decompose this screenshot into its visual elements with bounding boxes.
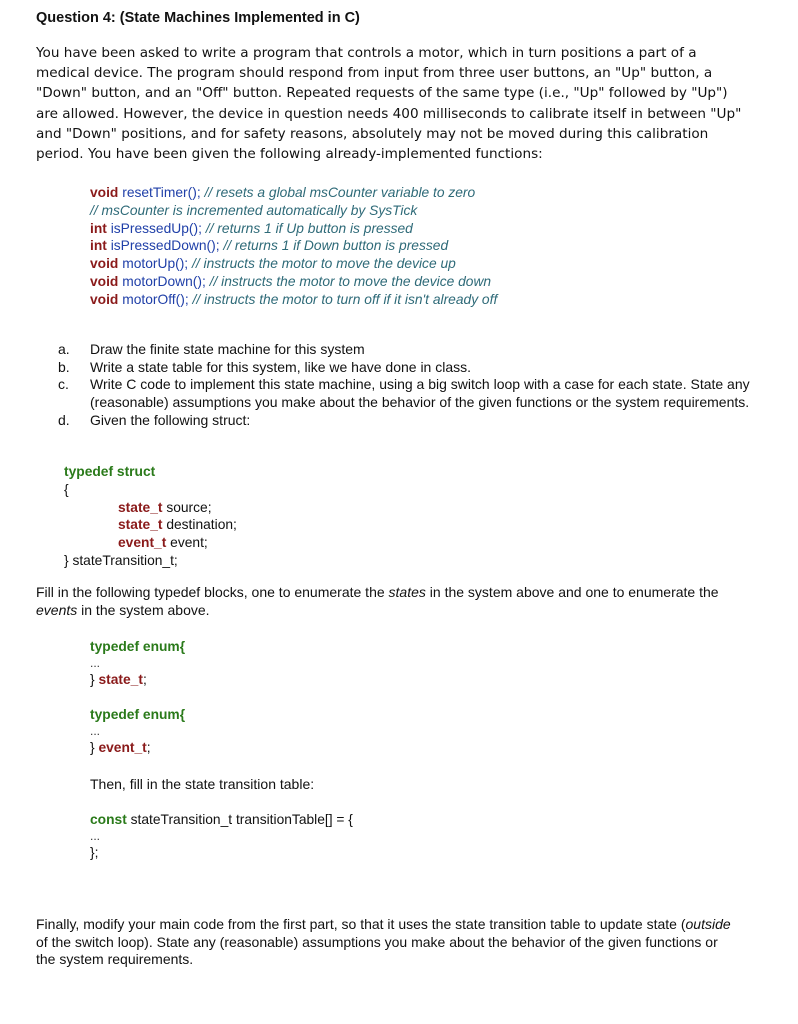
return-type: int [90, 220, 107, 236]
list-item [58, 376, 758, 411]
text-run: in the system above. [77, 601, 210, 618]
function-comment: // resets a global msCounter variable to zero [204, 185, 476, 200]
then-instruction: Then, fill in the state transition table: [90, 776, 315, 792]
function-name: motorOff(); [122, 291, 189, 307]
enum-open: typedef enum{ [90, 639, 186, 654]
enum-semicolon: ; [146, 739, 151, 755]
enum-open: typedef enum{ [90, 707, 186, 722]
list-item-label: d. [58, 411, 70, 428]
intro-paragraph: You have been asked to write a program that controls a motor, which in turn positions a part of a medical device. The program should respond from input from three user buttons, an "Up" button, a "Down" button, and an "Off" button. Repeated requests of the same type (i.e., "Up" followed by "Up") are allowed. However, the device in question needs 400 milliseconds to calibrate itself in between "Up" and "Down" positions, and for safety reasons, absolutely may not be moved during this calibration period. You have been given the following already-implemented functions: [36, 45, 742, 163]
event-enum-block [90, 706, 185, 757]
function-line [90, 220, 497, 238]
list-item [58, 359, 758, 377]
struct-open-brace: { [64, 481, 69, 497]
function-line [90, 202, 497, 220]
function-comment: // msCounter is incremented automatically by SysTick [90, 202, 418, 218]
enum-close [90, 739, 185, 757]
transition-table-decl [90, 811, 353, 862]
enum-close [90, 671, 185, 689]
return-type: int [90, 238, 107, 254]
list-item-label: b. [58, 358, 70, 375]
struct-field [64, 516, 237, 534]
function-name: isPressedDown(); [110, 238, 220, 254]
list-item [58, 341, 758, 359]
enum-type-name: state_t [98, 671, 143, 687]
function-line [90, 184, 497, 202]
return-type: void [90, 185, 119, 200]
list-item-label: c. [58, 376, 69, 393]
text-run: of the switch loop). State any (reasonable) assumptions you make about the behavior of the given functions or the system requirements. [36, 933, 718, 968]
list-item [58, 412, 758, 430]
return-type: void [90, 291, 119, 307]
enum-ellipsis: ... [90, 723, 101, 738]
table-ellipsis: ... [90, 828, 101, 843]
list-item-text: Write a state table for this system, like we have done in class. [90, 358, 472, 375]
table-decl-line [90, 811, 353, 829]
enum-ellipsis: ... [90, 655, 101, 670]
emphasis-outside: outside [685, 916, 731, 932]
struct-keyword: typedef struct [64, 464, 156, 479]
struct-close: } stateTransition_t; [64, 552, 178, 568]
return-type: void [90, 273, 119, 289]
function-line [90, 255, 497, 273]
function-comment: // instructs the motor to turn off if it isn't already off [192, 291, 498, 307]
field-name: event; [166, 535, 208, 551]
return-type: void [90, 256, 119, 272]
emphasis-states: states [388, 584, 426, 600]
field-type: event_t [118, 535, 167, 551]
function-comment: // instructs the motor to move the device down [209, 273, 492, 289]
table-declaration: stateTransition_t transitionTable[] = { [126, 812, 353, 827]
function-comment: // returns 1 if Down button is pressed [223, 238, 449, 254]
field-name: destination; [162, 517, 237, 533]
function-line [90, 273, 497, 291]
function-name: resetTimer(); [122, 185, 201, 200]
final-paragraph [36, 916, 736, 969]
list-item-text: Write C code to implement this state machine, using a big switch loop with a case for each state. State any (reasonable) assumptions you make about the behavior of the given functions or the system requirements. [90, 376, 750, 411]
function-line [90, 291, 497, 309]
const-keyword: const [90, 812, 127, 827]
text-run: Finally, modify your main code from the first part, so that it uses the state transition table to update state ( [36, 916, 686, 932]
function-name: isPressedUp(); [110, 220, 202, 236]
list-item-text: Given the following struct: [90, 411, 251, 428]
function-name: motorDown(); [122, 273, 206, 289]
function-comment: // returns 1 if Up button is pressed [205, 220, 413, 236]
task-list [58, 341, 758, 430]
enum-close-brace: } [90, 739, 99, 755]
list-item-text: Draw the finite state machine for this system [90, 341, 365, 357]
enum-close-brace: } [90, 671, 99, 687]
struct-field [64, 534, 237, 552]
emphasis-events: events [36, 601, 78, 618]
field-type: state_t [118, 499, 163, 515]
enum-semicolon: ; [142, 671, 147, 687]
function-comment: // instructs the motor to move the device up [192, 256, 456, 272]
table-close: }; [90, 844, 99, 860]
text-run: Fill in the following typedef blocks, one to enumerate the [36, 584, 389, 600]
function-name: motorUp(); [122, 256, 189, 272]
enum-type-name: event_t [98, 739, 147, 755]
struct-definition [64, 463, 237, 570]
field-type: state_t [118, 517, 163, 533]
fill-in-paragraph [36, 584, 736, 619]
function-line [90, 237, 497, 255]
field-name: source; [162, 499, 212, 515]
question-title: Question 4: (State Machines Implemented in C) [36, 10, 360, 26]
state-enum-block [90, 638, 185, 689]
struct-field [64, 499, 237, 517]
text-run: in the system above and one to enumerate the [425, 584, 719, 600]
list-item-label: a. [58, 341, 70, 357]
function-prototypes [90, 184, 497, 309]
